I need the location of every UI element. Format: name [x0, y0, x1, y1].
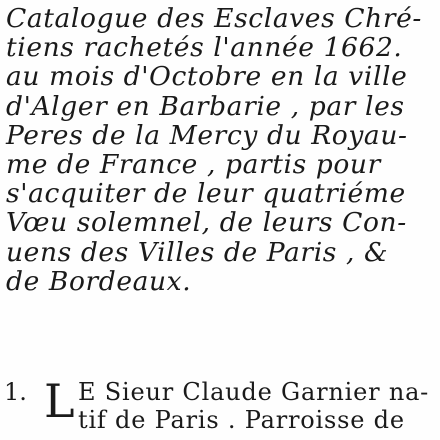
entry-number: 1.	[4, 378, 27, 406]
drop-cap: L	[44, 374, 75, 428]
heading-line: uens des Villes de Paris , &	[6, 236, 389, 268]
entry-line: E Sieur Claude Garnier na-	[78, 378, 430, 406]
heading-line: Vœu solemnel, de leurs Con-	[6, 207, 407, 239]
heading-line: de Bordeaux.	[6, 265, 192, 297]
heading-line: me de France , partis pour	[6, 148, 381, 180]
heading-line: tiens rachetés l'année 1662.	[6, 32, 403, 64]
catalogue-heading-paragraph	[6, 4, 436, 296]
heading-line: s'acquiter de leur quatriéme	[6, 178, 406, 210]
heading-line: au mois d'Octobre en la ville	[6, 61, 408, 93]
heading-line: Peres de la Mercy du Royau-	[6, 119, 408, 151]
entry-line: tif de Paris . Parroisse de	[78, 406, 405, 434]
heading-line: d'Alger en Barbarie , par les	[6, 90, 405, 122]
heading-line: Catalogue des Esclaves Chré-	[6, 3, 422, 34]
